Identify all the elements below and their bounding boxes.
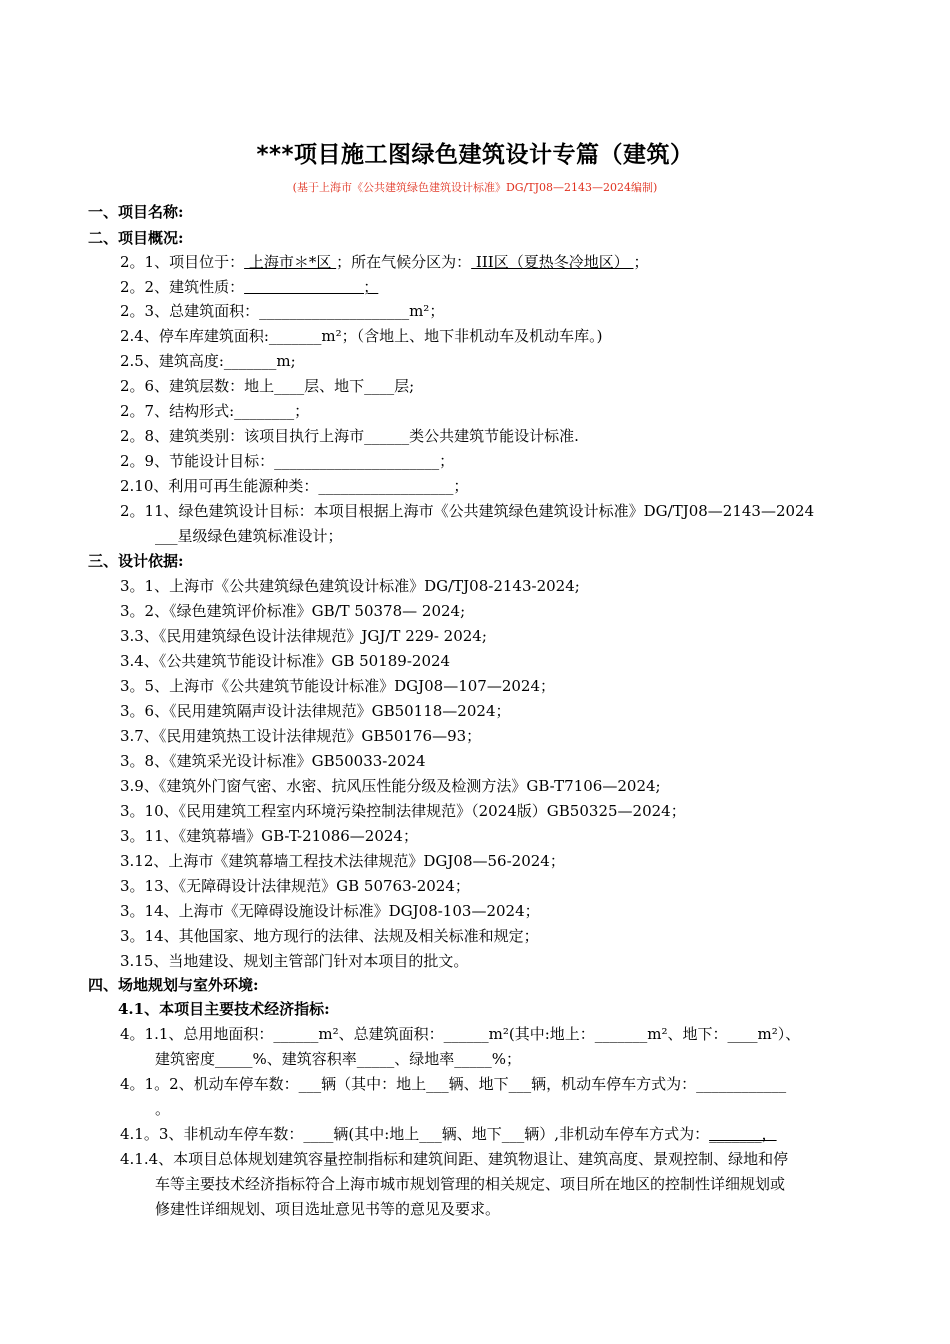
design-basis-item: 3.9、《建筑外门窗气密、水密、抗风压性能分级及检测方法》GB-T7106—2024;: [120, 777, 661, 795]
design-basis-item: 3.7、《民用建筑热工设计法律规范》GB50176—93；: [120, 727, 482, 745]
design-basis-item: 3。8、《建筑采光设计标准》GB50033-2024: [120, 752, 426, 770]
page-subtitle: (基于上海市《公共建筑绿色建筑设计标准》DG/TJ08—2143—2024编制): [292, 181, 658, 194]
item-4-1-3-text: 4.1。3、非机动车停车数：____辆(其中:地上___辆、地下___辆）,非机动车停车方式为：: [120, 1125, 710, 1143]
design-basis-item: 3。10、《民用建筑工程室内环境污染控制法律规范》（2024版）GB50325—2024；: [120, 802, 686, 820]
section-site-planning: 四、场地规划与室外环境:: [88, 976, 259, 994]
item-2-11-cont: ___星级绿色建筑标准设计；: [155, 527, 343, 545]
item-2-1: [120, 252, 649, 272]
item-2-4: 2.4、停车库建筑面积:_______m²；（含地上、地下非机动车及机动车库。): [120, 327, 603, 345]
item-4-1-3-blank: _______，: [709, 1125, 777, 1143]
item-2-2: [120, 277, 378, 297]
section-4-1-heading: 4.1、本项目主要技术经济指标:: [118, 1000, 330, 1018]
item-2-1-climate-zone: III区（夏热冬冷地区）: [471, 253, 634, 271]
item-4-1-1-cont: 建筑密度_____%、建筑容积率_____、绿地率_____%；: [155, 1050, 522, 1068]
design-basis-item: 3。11、《建筑幕墙》GB-T-21086—2024；: [120, 827, 418, 845]
item-2-11: 2。11、绿色建筑设计目标：本项目根据上海市《公共建筑绿色建筑设计标准》DG/TJ08—2143—2024: [120, 502, 815, 520]
page-title: ***项目施工图绿色建筑设计专篇（建筑）: [256, 142, 694, 168]
item-2-1-end: ；: [633, 253, 649, 271]
item-2-1-label: 2。1、项目位于：: [120, 253, 245, 271]
design-basis-item: 3。14、其他国家、地方现行的法律、法规及相关标准和规定；: [120, 927, 539, 945]
item-2-6: 2。6、建筑层数：地上____层、地下____层;: [120, 377, 415, 395]
section-overview: 二、项目概况:: [88, 229, 184, 247]
item-2-3: 2。3、总建筑面积：____________________m²；: [120, 302, 445, 320]
item-4-1-1: 4。1.1、总用地面积：______m²、总建筑面积：______m²(其中:地上：_______m²、地下：____m²）、: [120, 1025, 801, 1043]
section-project-name: 一、项目名称:: [88, 203, 184, 221]
item-4-1-4: 4.1.4、本项目总体规划建筑容量控制指标和建筑间距、建筑物退让、建筑高度、景观控制、绿地和停: [120, 1150, 789, 1168]
item-2-10: 2.10、利用可再生能源种类：__________________；: [120, 477, 469, 495]
item-2-1-mid: ；所在气候分区为：: [336, 253, 472, 271]
design-basis-item: 3。5、上海市《公共建筑节能设计标准》DGJ08—107—2024；: [120, 677, 556, 695]
design-basis-item: 3。6、《民用建筑隔声设计法律规范》GB50118—2024；: [120, 702, 511, 720]
item-2-2-label: 2。2、建筑性质：: [120, 278, 245, 296]
item-4-1-3: [120, 1124, 777, 1144]
item-4-1-2: 4。1。2、机动车停车数：___辆（其中：地上___辆、地下___辆，机动车停车方式为：____________: [120, 1075, 787, 1093]
item-4-1-4-cont2: 修建性详细规划、项目选址意见书等的意见及要求。: [155, 1200, 501, 1218]
item-2-8: 2。8、建筑类别：该项目执行上海市______类公共建筑节能设计标准.: [120, 427, 579, 445]
design-basis-item: 3。1、上海市《公共建筑绿色建筑设计标准》DG/TJ08-2143-2024;: [120, 577, 580, 595]
design-basis-item: 3.12、上海市《建筑幕墙工程技术法律规范》DGJ08—56-2024；: [120, 852, 565, 870]
design-basis-item: 3.15、当地建设、规划主管部门针对本项目的批文。: [120, 952, 469, 970]
design-basis-item: 3。13、《无障碍设计法律规范》GB 50763-2024；: [120, 877, 470, 895]
item-2-7: 2。7、结构形式:________；: [120, 402, 310, 420]
item-2-1-location: 上海市＊*区: [244, 253, 337, 271]
design-basis-item: 3.3、《民用建筑绿色设计法律规范》JGJ/T 229- 2024;: [120, 627, 487, 645]
design-basis-item: 3。14、上海市《无障碍设施设计标准》DGJ08-103—2024；: [120, 902, 540, 920]
item-2-2-blank: ；: [244, 278, 379, 296]
design-basis-item: 3.4、《公共建筑节能设计标准》GB 50189-2024: [120, 652, 451, 670]
design-basis-item: 3。2、《绿色建筑评价标准》GB/T 50378— 2024;: [120, 602, 466, 620]
item-2-9: 2。9、节能设计目标：______________________；: [120, 452, 455, 470]
item-4-1-4-cont1: 车等主要技术经济指标符合上海市城市规划管理的相关规定、项目所在地区的控制性详细规划或: [155, 1175, 786, 1193]
item-4-1-2-cont: 。: [155, 1100, 171, 1118]
item-2-5: 2.5、建筑高度:_______m;: [120, 352, 296, 370]
section-design-basis: 三、设计依据:: [88, 552, 184, 570]
